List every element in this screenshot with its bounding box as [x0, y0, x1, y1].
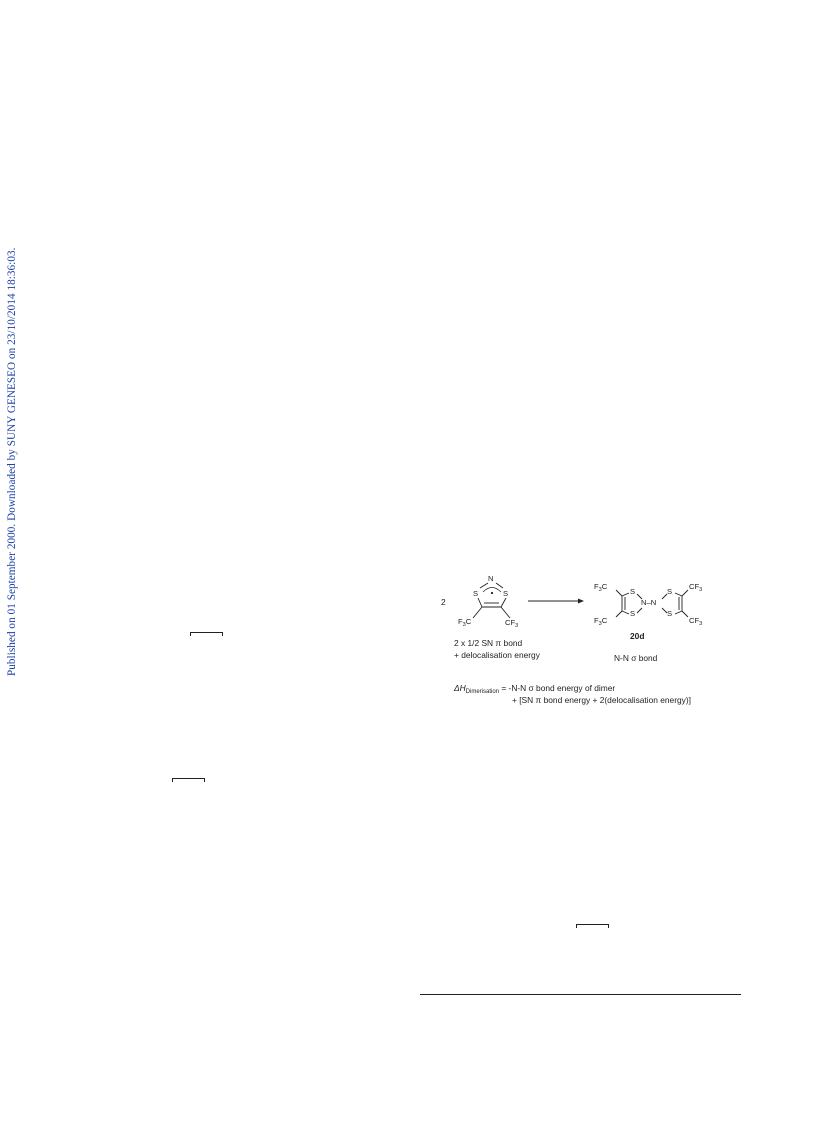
atom-s: S: [630, 609, 636, 618]
citation-bracket: [190, 632, 223, 636]
reaction-scheme: [430, 572, 730, 722]
cf3-group: $F_3C$: [594, 582, 608, 593]
caption-line: N-N σ bond: [614, 653, 658, 663]
download-watermark: Published on 01 September 2000. Downloaded by SUNY GENESEO on 23/10/2014 18:36:03.: [6, 247, 18, 676]
atom-s: S: [630, 587, 636, 596]
equation-line: $\Delta H_{Dimerisation} = -N-N$ σ bond energy of dimer: [454, 683, 616, 695]
n-n-bond: N–N: [641, 598, 657, 607]
atom-s: S: [667, 609, 673, 618]
footnote-rule: [420, 994, 741, 995]
compound-label: 20d: [630, 631, 645, 641]
cf3-group: $CF_3$: [505, 618, 519, 629]
cf3-group: $CF_3$: [689, 616, 703, 627]
atom-n: N: [488, 574, 494, 583]
caption-line: + delocalisation energy: [454, 650, 540, 660]
equation-line: + [SN π bond energy + 2(delocalisation energy)]: [512, 695, 691, 705]
atom-s: S: [667, 587, 673, 596]
cf3-group: $CF_3$: [689, 582, 703, 593]
atom-s: S: [473, 589, 479, 598]
citation-bracket: [172, 778, 205, 782]
citation-bracket: [576, 924, 609, 928]
radical-dot: [491, 592, 493, 594]
atom-s: S: [503, 589, 509, 598]
coefficient: 2: [441, 597, 446, 607]
cf3-group: $F_3C$: [458, 617, 472, 628]
caption-line: 2 x 1/2 SN π bond: [454, 638, 523, 648]
cf3-group: $F_3C$: [594, 616, 608, 627]
arrow-head: [578, 599, 584, 604]
